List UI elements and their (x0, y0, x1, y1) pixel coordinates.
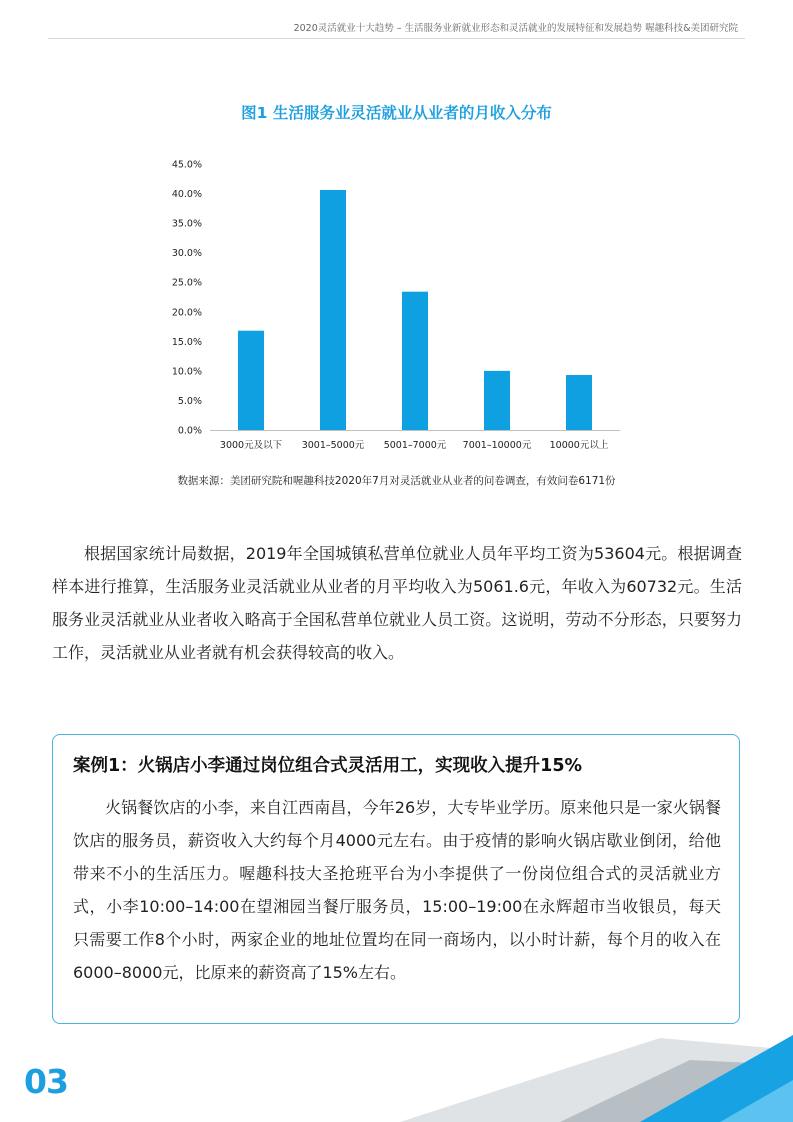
y-tick-label: 10.0% (171, 366, 202, 378)
x-tick-label: 7001–10000元 (462, 440, 532, 451)
case-study-title: 案例1：火锅店小李通过岗位组合式灵活用工，实现收入提升15% (73, 756, 583, 776)
y-tick-label: 25.0% (171, 277, 202, 289)
page-number: 03 (24, 1062, 68, 1101)
x-tick-label: 10000元以上 (549, 440, 609, 451)
data-source-note: 数据来源：美团研究院和喔趣科技2020年7月对灵活就业从业者的问卷调查，有效问卷6171份 (177, 475, 616, 487)
y-tick-label: 5.0% (177, 395, 202, 407)
y-tick-label: 30.0% (171, 248, 202, 260)
case-study-text: 火锅餐饮店的小李，来自江西南昌，今年26岁，大专毕业学历。原来他只是一家火锅餐饮店的服务员，薪资收入大约每个月4000元左右。由于疫情的影响火锅店歇业倒闭，给他带来不小的生活压力。喔趣科技大圣抢班平台为小李提供了一份岗位组合式的灵活就业方式，小李10:00–14:00在望湘园当餐厅服务员，15:00–19:00在永辉超市当收银员，每天只需要工作8个小时，两家企业的地址位置均在同一商场内，以小时计薪，每个月的收入在6000–8000元，比原来的薪资高了15%左右。 (73, 798, 721, 982)
running-header: 2020灵活就业十大趋势 – 生活服务业新就业形态和灵活就业的发展特征和发展趋势 喔趣科技&美团研究院 (293, 23, 738, 34)
x-tick-label: 5001–7000元 (383, 440, 447, 451)
y-tick-label: 35.0% (171, 218, 202, 230)
y-tick-label: 0.0% (177, 425, 202, 437)
y-tick-label: 20.0% (171, 307, 202, 319)
y-tick-label: 40.0% (171, 189, 202, 201)
y-tick-label: 15.0% (171, 336, 202, 348)
chart-title: 图1 生活服务业灵活就业从业者的月收入分布 (241, 104, 552, 122)
y-tick-label: 45.0% (171, 159, 202, 171)
x-tick-label: 3000元及以下 (219, 440, 283, 451)
body-paragraph: 根据国家统计局数据，2019年全国城镇私营单位就业人员年平均工资为53604元。根据调查样本进行推算，生活服务业灵活就业从业者的月平均收入为5061.6元，年收入为60732元。生活服务业灵活就业从业者收入略高于全国私营单位就业人员工资。这说明，劳动不分形态，只要努力工作，灵活就业从业者就有机会获得较高的收入。 (52, 544, 742, 662)
x-tick-label: 3001–5000元 (301, 440, 365, 451)
